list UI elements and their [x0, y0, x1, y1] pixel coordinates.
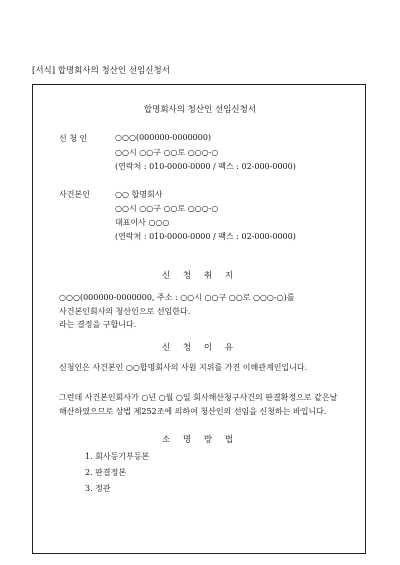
principal-representative: 대표이사 ○○○ [115, 218, 170, 227]
reasons-heading: 신 청 이 유 [162, 343, 238, 353]
principal-label: 사건본인 [59, 190, 90, 199]
form-label: [서식] 합명회사의 청산인 선임신청서 [32, 66, 170, 76]
document-title: 합명회사의 청산인 선임신청서 [143, 105, 257, 115]
purpose-heading: 신 청 취 지 [162, 271, 238, 281]
evidence-item: 2. 판결정본 [85, 468, 127, 477]
reasons-paragraph-1: 신청인은 사건본인 ○○합명회사의 사원 지위를 가진 이해관계인입니다. [59, 363, 308, 372]
evidence-heading: 소 명 방 법 [162, 435, 238, 445]
purpose-closing: 라는 결정을 구합니다. [59, 320, 137, 329]
principal-contact: (연락처 : 010-0000-0000 / 팩스 : 02-000-0000) [115, 232, 296, 241]
reasons-paragraph-2: 그런데 사건본인회사가 ○년 ○월 ○일 회사해산청구사건의 판결확정으로 같은날 해산하였으므로 상법 제252조에 의하여 청산인의 선임을 신청하는 바입니다. [59, 393, 338, 416]
applicant-name: ○○○(000000-0000000) [115, 133, 212, 142]
document-frame [32, 84, 366, 554]
principal-address: ○○시 ○○구 ○○로 ○○○-○ [115, 204, 219, 213]
purpose-text: ○○○(000000-0000000, 주소 : ○○시 ○○구 ○○로 ○○○-○)를 사건본인회사의 청산인으로 선임한다. [59, 293, 295, 316]
applicant-label: 신 청 인 [59, 134, 88, 143]
evidence-item: 3. 정관 [85, 484, 111, 493]
principal-company: ○○ 합명회사 [115, 190, 163, 199]
applicant-contact: (연락처 : 010-0000-0000 / 팩스 : 02-000-0000) [115, 162, 296, 171]
applicant-address: ○○시 ○○구 ○○로 ○○○-○ [115, 148, 219, 157]
evidence-item: 1. 회사등기부등본 [85, 452, 150, 461]
